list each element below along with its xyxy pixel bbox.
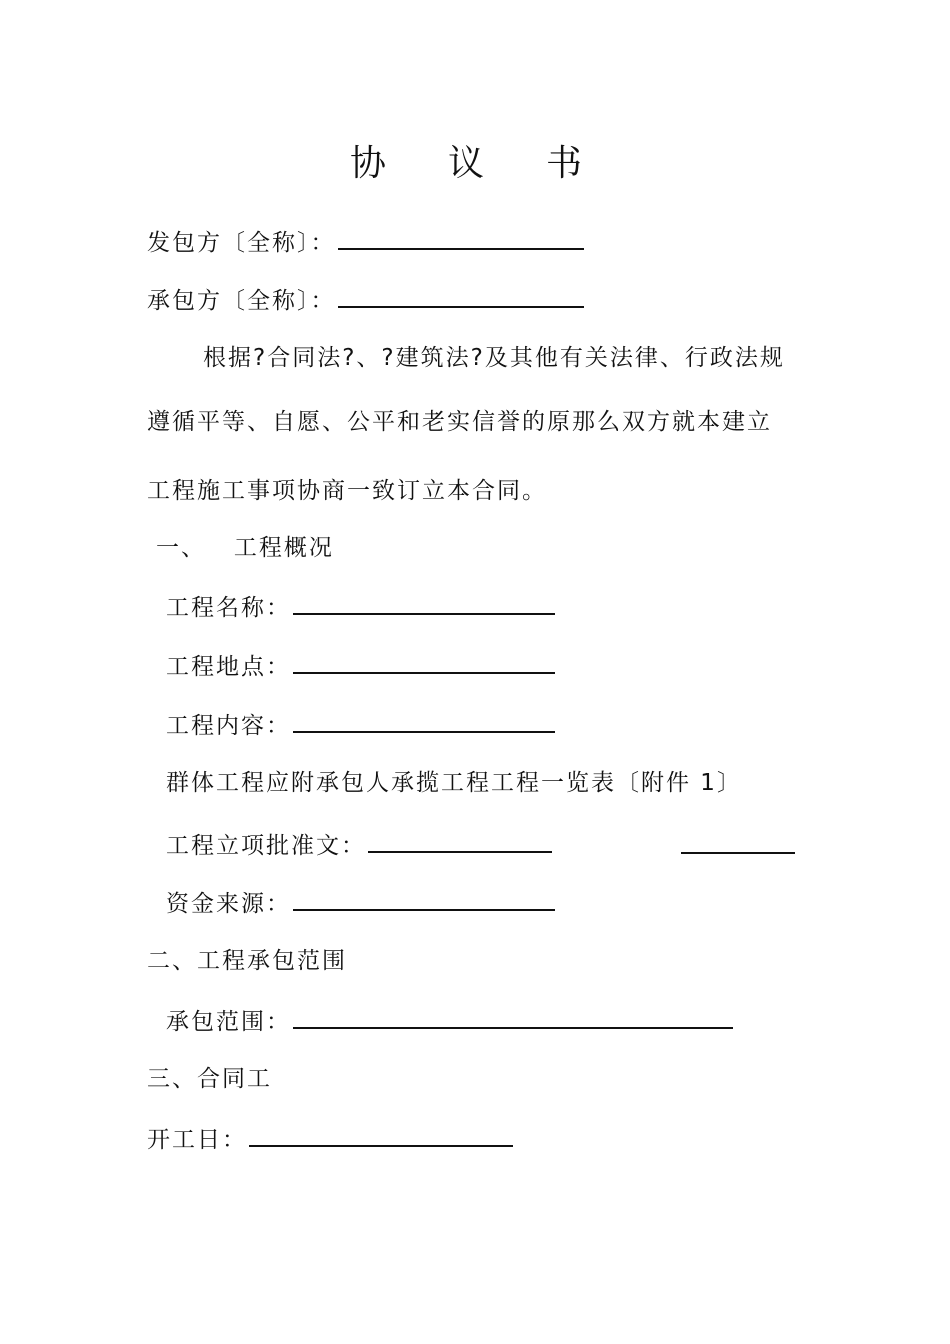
project-content-blank[interactable] bbox=[293, 709, 555, 733]
start-date-row bbox=[147, 1123, 513, 1155]
approval-blank-1[interactable] bbox=[368, 829, 552, 853]
start-date-blank[interactable] bbox=[249, 1123, 513, 1147]
project-location-label: 工程地点： bbox=[166, 654, 291, 680]
preamble-line-1: 根据?合同法?、?建筑法?及其他有关法律、行政法规 bbox=[203, 345, 785, 371]
funding-row bbox=[166, 887, 555, 919]
funding-blank[interactable] bbox=[293, 887, 555, 911]
project-name-label: 工程名称： bbox=[166, 595, 291, 621]
employer-blank[interactable] bbox=[338, 226, 584, 250]
approval-blank-2[interactable] bbox=[681, 852, 795, 854]
funding-label: 资金来源： bbox=[166, 891, 291, 917]
contractor-blank[interactable] bbox=[338, 284, 584, 308]
project-location-row bbox=[166, 650, 555, 682]
title-char-3: 书 bbox=[546, 143, 601, 184]
approval-label: 工程立项批准文： bbox=[166, 833, 366, 859]
scope-row bbox=[166, 1005, 733, 1037]
start-date-label: 开工日： bbox=[147, 1127, 247, 1153]
contractor-row bbox=[147, 284, 584, 316]
project-location-blank[interactable] bbox=[293, 650, 555, 674]
scope-label: 承包范围： bbox=[166, 1009, 291, 1035]
group-note: 群体工程应附承包人承揽工程工程一览表〔附件 1〕 bbox=[166, 770, 742, 796]
contractor-label: 承包方〔全称〕： bbox=[147, 288, 336, 314]
employer-row bbox=[147, 226, 584, 258]
title-char-1: 协 bbox=[349, 143, 404, 184]
preamble-line-3: 工程施工事项协商一致订立本合同。 bbox=[147, 478, 547, 504]
preamble-line-2: 遵循平等、自愿、公平和老实信誉的原那么双方就本建立 bbox=[147, 409, 772, 435]
employer-label: 发包方〔全称〕： bbox=[147, 230, 336, 256]
project-name-blank[interactable] bbox=[293, 591, 555, 615]
project-content-row bbox=[166, 709, 555, 741]
scope-blank[interactable] bbox=[293, 1005, 733, 1029]
section2-heading: 二、工程承包范围 bbox=[147, 948, 347, 974]
project-name-row bbox=[166, 591, 555, 623]
section1-heading: 一、 工程概况 bbox=[156, 535, 334, 561]
approval-row bbox=[166, 829, 552, 861]
project-content-label: 工程内容： bbox=[166, 713, 291, 739]
title-char-2: 议 bbox=[447, 143, 502, 184]
section3-heading: 三、合同工 bbox=[147, 1066, 272, 1092]
document-title bbox=[0, 142, 950, 186]
